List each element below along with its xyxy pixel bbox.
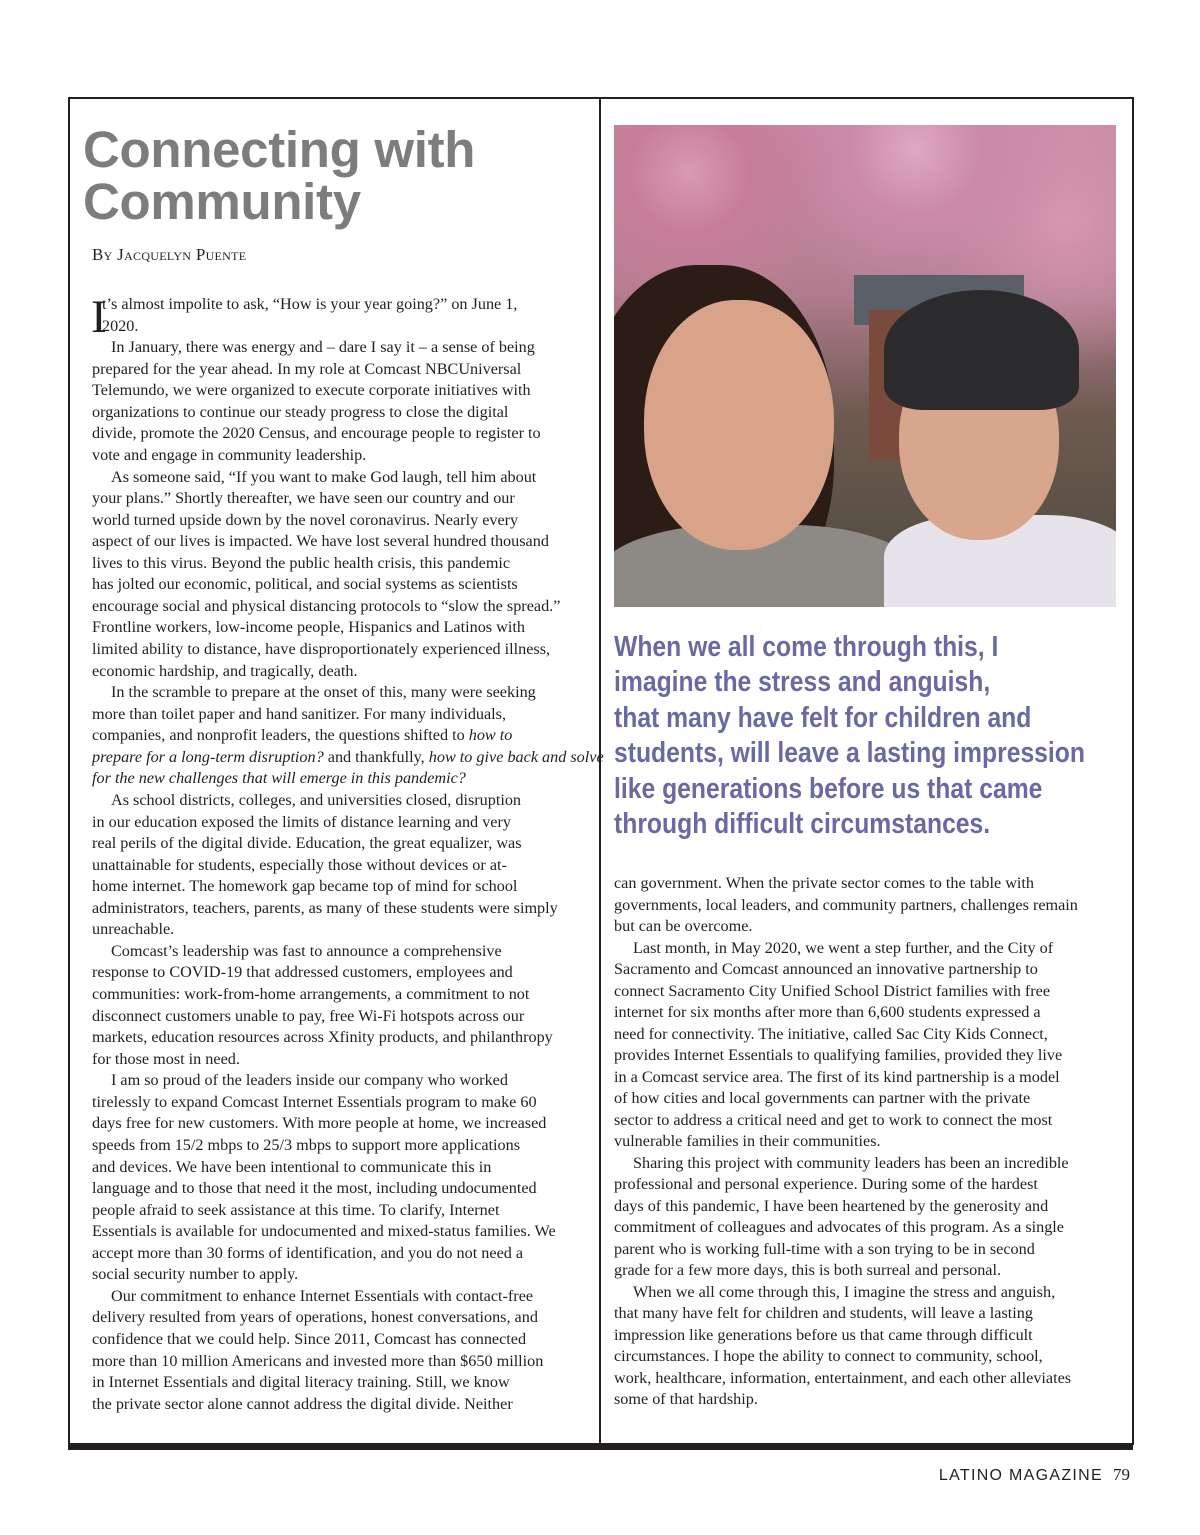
text-line — [92, 531, 604, 553]
text-line — [614, 938, 1078, 960]
text: your plans.” Shortly thereafter, we have seen our country and our — [92, 489, 515, 508]
text: markets, education resources across Xfinity products, and philanthropy — [92, 1028, 553, 1047]
text-line — [92, 1200, 604, 1222]
text-line — [92, 1157, 604, 1179]
pull-quote-line: through difficult circumstances. — [614, 808, 991, 841]
text: world turned upside down by the novel coronavirus. Nearly every — [92, 510, 519, 529]
text-line — [614, 1131, 1078, 1153]
text: internet for six months after more than 6,600 students expressed a — [614, 1003, 1041, 1021]
text-line — [92, 768, 604, 790]
text-line — [92, 747, 604, 769]
pull-quote-line: When we all come through this, I — [614, 631, 999, 663]
text: Sacramento and Comcast announced an innovative partnership to — [614, 960, 1038, 978]
text-line — [92, 423, 604, 445]
text-line — [92, 1286, 604, 1308]
text-line — [92, 1221, 604, 1243]
text-line — [614, 1368, 1078, 1390]
right-text-column — [614, 873, 1078, 1411]
text: in Internet Essentials and digital literacy training. Still, we know — [92, 1373, 510, 1392]
text: unreachable. — [92, 920, 175, 939]
text: more than 10 million Americans and invested more than $650 million — [92, 1351, 544, 1370]
text: commitment of colleagues and advocates of this program. As a single — [614, 1218, 1064, 1236]
text-line — [92, 488, 604, 510]
text: social security number to apply. — [92, 1265, 299, 1284]
text-line — [92, 316, 604, 338]
italic-text: prepare for a long-term disruption? — [92, 747, 324, 766]
text: Comcast’s leadership was fast to announce a comprehensive — [111, 941, 502, 960]
text: I am so proud of the leaders inside our company who worked — [111, 1071, 508, 1090]
text-line — [92, 812, 604, 834]
text: days free for new customers. With more people at home, we increased — [92, 1114, 547, 1133]
text-line — [614, 1196, 1078, 1218]
left-text-column — [91, 291, 604, 1415]
text-line — [92, 725, 604, 747]
text: governments, local leaders, and community partners, challenges remain — [614, 895, 1078, 914]
text-line — [614, 959, 1078, 981]
text-line — [92, 1049, 604, 1071]
text: divide, promote the 2020 Census, and encourage people to register to — [92, 424, 541, 443]
text: in our education exposed the limits of distance learning and very — [92, 812, 511, 831]
text-line — [92, 1329, 604, 1351]
text-line — [614, 1239, 1078, 1261]
text: connect Sacramento City Unified School District families with free — [614, 981, 1051, 1000]
text: 2020. — [102, 316, 139, 335]
text-line — [92, 1027, 604, 1049]
text-line — [614, 1303, 1078, 1325]
text: and thankfully, — [323, 747, 429, 766]
italic-text: how to give back and solve — [428, 747, 604, 766]
article-photo — [614, 125, 1116, 607]
text: real perils of the digital divide. Education, the great equalizer, was — [92, 834, 522, 853]
text-line — [92, 1372, 604, 1394]
text: confidence that we could help. Since 2011, Comcast has connected — [92, 1330, 527, 1348]
pull-quote — [614, 630, 1117, 842]
text: but can be overcome. — [614, 917, 753, 935]
text-line — [614, 1174, 1078, 1196]
text: Essentials is available for undocumented and mixed-status families. We — [92, 1222, 556, 1241]
text-line — [92, 467, 604, 489]
text-line — [92, 553, 604, 575]
text: more than toilet paper and hand sanitizer. For many individuals, — [92, 704, 507, 723]
text: When we all come through this, I imagine the stress and anguish, — [633, 1282, 1056, 1301]
text-line — [92, 639, 604, 661]
text: As someone said, “If you want to make God laugh, tell him about — [111, 467, 537, 486]
text: that many have felt for children and students, will leave a lasting — [614, 1304, 1033, 1322]
text-line — [92, 1307, 604, 1329]
page-number: 79 — [1113, 1465, 1130, 1484]
text: and devices. We have been intentional to communicate this in — [92, 1157, 492, 1176]
drop-cap: I — [91, 291, 107, 343]
text: Our commitment to enhance Internet Essentials with contact-free — [111, 1286, 534, 1305]
text: sector to address a critical need and get to work to connect the most — [614, 1110, 1053, 1129]
text-line — [614, 1346, 1078, 1368]
pull-quote-line: students, will leave a lasting impression — [614, 737, 1085, 770]
byline: By Jacquelyn Puente — [92, 245, 247, 264]
text: Telemundo, we were organized to execute corporate initiatives with — [92, 381, 531, 400]
text-line — [92, 510, 604, 532]
text: lives to this virus. Beyond the public health crisis, this pandemic — [92, 553, 511, 572]
text-line — [614, 1389, 1078, 1411]
text: delivery resulted from years of operations, honest conversations, and — [92, 1308, 538, 1327]
text-line — [92, 337, 604, 359]
text-line — [92, 359, 604, 381]
text: aspect of our lives is impacted. We have lost several hundred thousand — [92, 532, 549, 551]
text-line — [92, 855, 604, 877]
article-title — [83, 121, 476, 230]
text: in a Comcast service area. The first of its kind partnership is a model — [614, 1067, 1060, 1086]
text-line — [92, 962, 604, 984]
text: people afraid to seek assistance at this time. To clarify, Internet — [92, 1200, 500, 1219]
photo-helmet — [884, 290, 1079, 410]
text: days of this pandemic, I have been heartened by the generosity and — [614, 1196, 1049, 1215]
text: work, healthcare, information, entertainment, and each other alleviates — [614, 1368, 1072, 1387]
text-line — [614, 1153, 1078, 1175]
text-line — [92, 941, 604, 963]
italic-text: for the new challenges that will emerge in this pandemic? — [92, 769, 466, 788]
pull-quote-line: like generations before us that came — [614, 772, 1043, 805]
text: speeds from 15/2 mbps to 25/3 mbps to support more applications — [92, 1135, 521, 1154]
text-line — [92, 661, 604, 683]
text-line — [92, 833, 604, 855]
text-line — [614, 895, 1078, 917]
text: accept more than 30 forms of identification, and you do not need a — [92, 1243, 524, 1262]
text: provides Internet Essentials to qualifying families, provided they live — [614, 1046, 1063, 1064]
text-line — [92, 574, 604, 596]
text-line — [614, 1260, 1078, 1282]
text-line — [92, 1264, 604, 1286]
text: Last month, in May 2020, we went a step further, and the City of — [633, 938, 1054, 957]
text-line — [92, 1006, 604, 1028]
text-line — [92, 596, 604, 618]
text-line — [92, 1092, 604, 1114]
text-line — [92, 402, 604, 424]
text: impression like generations before us that came through difficult — [614, 1325, 1033, 1344]
text-line — [92, 1394, 604, 1416]
text-line — [614, 1282, 1078, 1304]
text: language and to those that need it the most, including undocumented — [92, 1179, 537, 1198]
text: Frontline workers, low-income people, Hispanics and Latinos with — [92, 618, 525, 637]
text: the private sector alone cannot address the digital divide. Neither — [92, 1394, 513, 1413]
text-line — [92, 445, 604, 467]
text: limited ability to distance, have disproportionately experienced illness, — [92, 640, 551, 658]
text-line — [92, 682, 604, 704]
text: As school districts, colleges, and universities closed, disruption — [111, 790, 522, 809]
text-line — [92, 898, 604, 920]
text-line — [614, 1088, 1078, 1110]
text: of how cities and local governments can partner with the private — [614, 1089, 1031, 1107]
text: has jolted our economic, political, and social systems as scientists — [92, 575, 518, 594]
text: Sharing this project with community leaders has been an incredible — [633, 1153, 1069, 1172]
page-footer — [939, 1465, 1130, 1485]
text-line — [614, 1110, 1078, 1132]
text-line — [92, 1351, 604, 1373]
text: In the scramble to prepare at the onset of this, many were seeking — [111, 683, 536, 702]
text: home internet. The homework gap became top of mind for school — [92, 877, 518, 896]
italic-text: how to — [468, 726, 513, 745]
text-line — [92, 380, 604, 402]
bottom-rule — [68, 1443, 1133, 1450]
text-line — [614, 916, 1078, 938]
text: grade for a few more days, this is both surreal and personal. — [614, 1261, 1002, 1279]
text: encourage social and physical distancing protocols to “slow the spread.” — [92, 596, 561, 615]
text: administrators, teachers, parents, as many of these students were simply — [92, 898, 558, 917]
pull-quote-line: imagine the stress and anguish, — [614, 666, 991, 699]
publication-name: LATINO MAGAZINE — [938, 1467, 1103, 1484]
text-line — [614, 1045, 1078, 1067]
text-line — [92, 1178, 604, 1200]
text: vulnerable families in their communities. — [614, 1132, 881, 1150]
title-line: Community — [83, 173, 361, 230]
text: communities: work-from-home arrangements, a commitment to not — [92, 985, 530, 1003]
text: In January, there was energy and – dare I say it – a sense of being — [111, 338, 535, 357]
text: disconnect customers unable to pay, free Wi-Fi hotspots across our — [92, 1006, 525, 1025]
photo-woman-face — [644, 300, 834, 550]
text-line — [614, 1325, 1078, 1347]
text-line — [92, 919, 604, 941]
text: economic hardship, and tragically, death. — [92, 661, 358, 680]
pull-quote-line: that many have felt for children and — [614, 701, 1032, 734]
title-line: Connecting with — [83, 121, 476, 178]
text-line — [614, 1217, 1078, 1239]
text: prepared for the year ahead. In my role at Comcast NBCUniversal — [92, 359, 522, 378]
text: companies, and nonprofit leaders, the questions shifted to — [92, 726, 469, 745]
text-line — [92, 1113, 604, 1135]
text: t’s almost impolite to ask, “How is your year going?” on June 1, — [102, 295, 518, 313]
text: circumstances. I hope the ability to connect to community, school, — [614, 1347, 1043, 1365]
text-line — [614, 1002, 1078, 1024]
text-line — [92, 1243, 604, 1265]
text-line — [92, 704, 604, 726]
text: response to COVID-19 that addressed customers, employees and — [92, 963, 513, 982]
text-line — [92, 617, 604, 639]
text: tirelessly to expand Comcast Internet Essentials program to make 60 — [92, 1092, 537, 1111]
text: organizations to continue our steady progress to close the digital — [92, 402, 509, 421]
text-line — [92, 294, 604, 316]
text: can government. When the private sector comes to the table with — [614, 874, 1034, 892]
text-line — [92, 984, 604, 1006]
text: unattainable for students, especially those without devices or at- — [92, 855, 507, 874]
text: for those most in need. — [92, 1049, 240, 1068]
text: some of that hardship. — [614, 1390, 758, 1408]
text-line — [614, 873, 1078, 895]
text-line — [614, 981, 1078, 1003]
text-line — [92, 790, 604, 812]
text-line — [614, 1067, 1078, 1089]
text: vote and engage in community leadership. — [92, 445, 367, 464]
text-line — [92, 1135, 604, 1157]
text: need for connectivity. The initiative, called Sac City Kids Connect, — [614, 1024, 1048, 1043]
text-line — [92, 1070, 604, 1092]
text-line — [614, 1024, 1078, 1046]
text: professional and personal experience. During some of the hardest — [614, 1175, 1038, 1193]
text: parent who is working full-time with a son trying to be in second — [614, 1239, 1035, 1258]
text-line — [92, 876, 604, 898]
